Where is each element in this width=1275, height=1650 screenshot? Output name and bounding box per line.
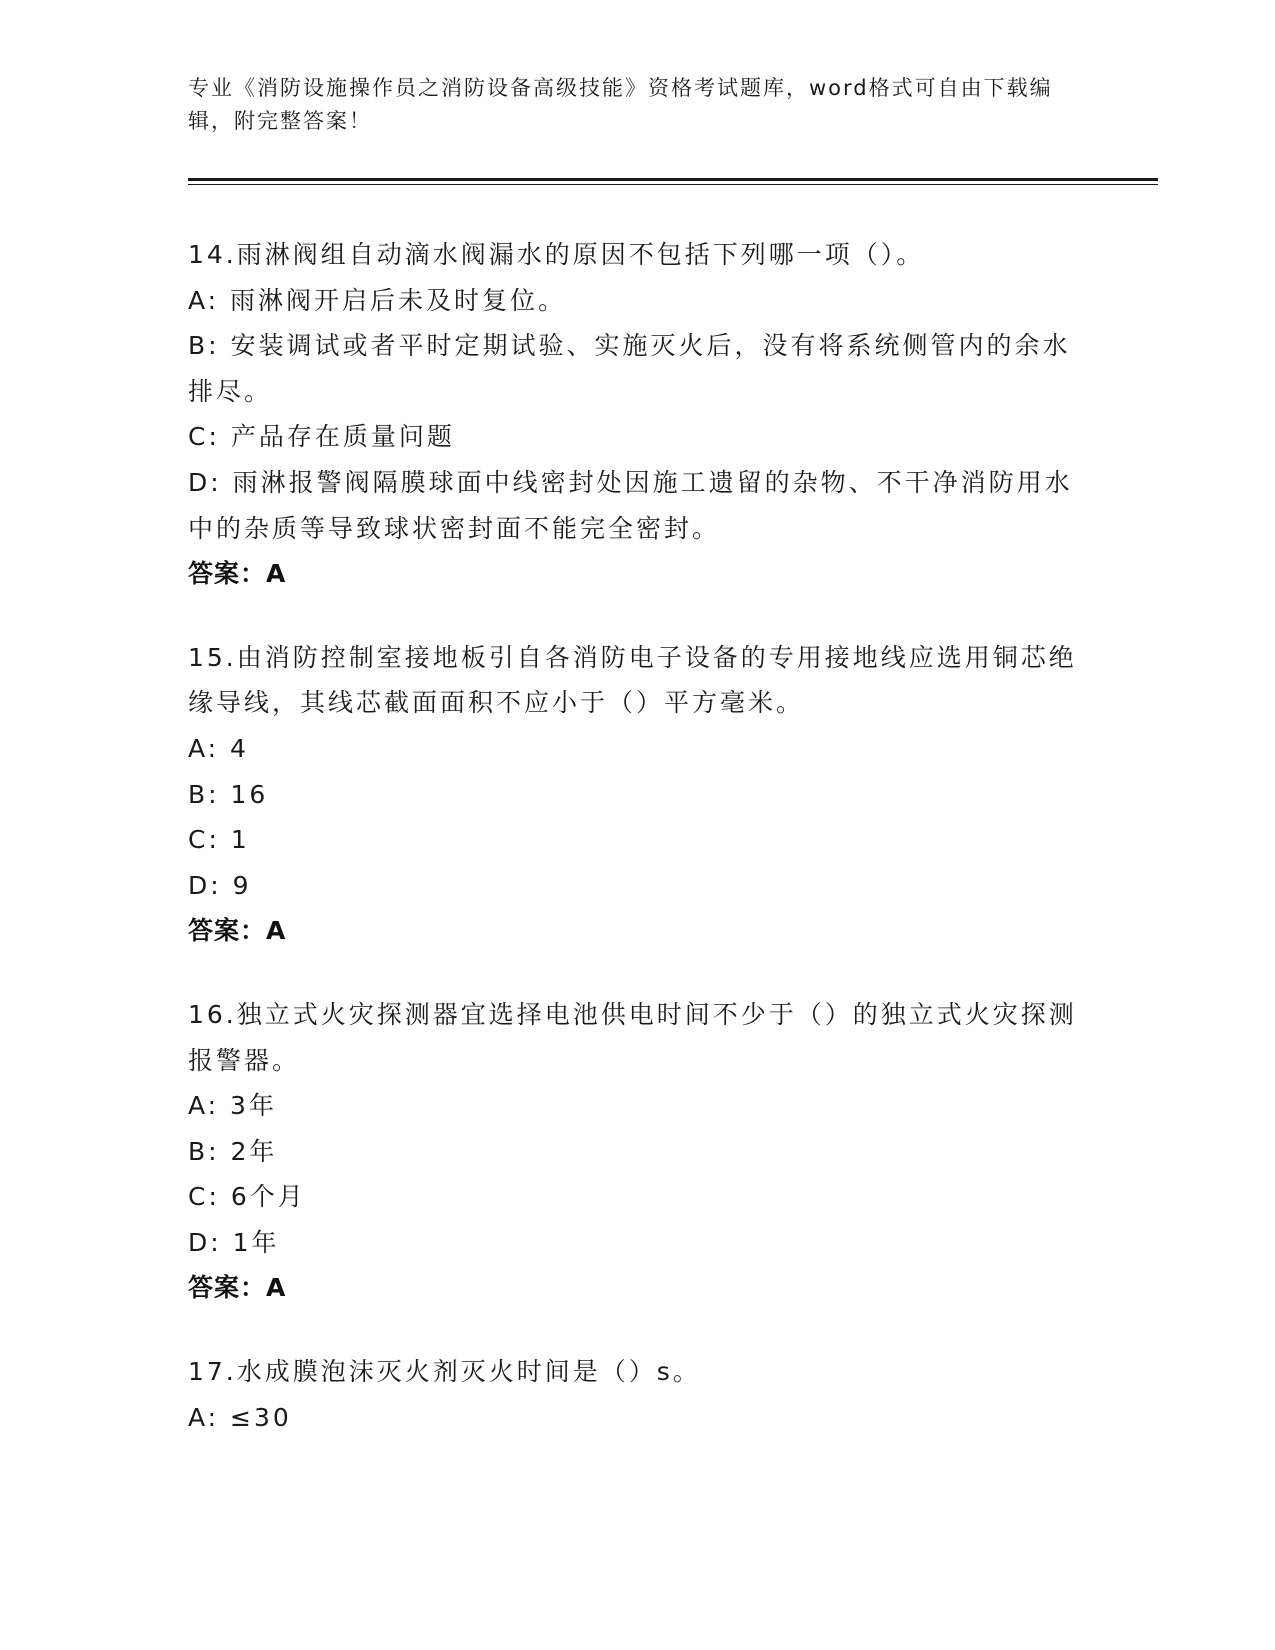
question-stem: 17.水成膜泡沫灭火剂灭火时间是（）s。 bbox=[188, 1357, 701, 1387]
option-b: B: 16 bbox=[188, 779, 269, 809]
question-16 bbox=[188, 992, 1088, 1311]
option-c: C: 1 bbox=[188, 825, 250, 855]
question-stem: 15.由消防控制室接地板引自各消防电子设备的专用接地线应选用铜芯绝缘导线，其线芯截面面积不应小于（）平方毫米。 bbox=[188, 642, 1077, 718]
option-c: C: 产品存在质量问题 bbox=[188, 422, 455, 452]
option-a: A: ≤30 bbox=[188, 1402, 292, 1432]
header-rule-thin bbox=[188, 184, 1158, 185]
answer-line: 答案：A bbox=[188, 1273, 287, 1303]
answer-line: 答案：A bbox=[188, 559, 287, 589]
option-a: A: 4 bbox=[188, 733, 249, 763]
option-d: D: 1年 bbox=[188, 1227, 280, 1257]
question-stem: 14.雨淋阀组自动滴水阀漏水的原因不包括下列哪一项（）。 bbox=[188, 240, 925, 269]
question-list bbox=[188, 232, 1088, 1440]
option-a: A: 3年 bbox=[188, 1091, 277, 1121]
option-d: D: 雨淋报警阀隔膜球面中线密封处因施工遗留的杂物、不干净消防用水中的杂质等导致球状密封面不能完全密封。 bbox=[188, 467, 1073, 543]
question-stem: 16.独立式火灾探测器宜选择电池供电时间不少于（）的独立式火灾探测报警器。 bbox=[188, 999, 1077, 1075]
header-text: 专业《消防设施操作员之消防设备高级技能》资格考试题库，word格式可自由下载编辑，附完整答案！ bbox=[188, 76, 1053, 133]
question-15 bbox=[188, 635, 1088, 954]
option-b: B: 2年 bbox=[188, 1136, 278, 1166]
option-d: D: 9 bbox=[188, 870, 252, 900]
option-b: B: 安装调试或者平时定期试验、实施灭火后，没有将系统侧管内的余水排尽。 bbox=[188, 331, 1071, 406]
header-rule-thick bbox=[188, 178, 1158, 181]
question-14 bbox=[188, 232, 1088, 597]
option-c: C: 6个月 bbox=[188, 1182, 306, 1212]
answer-line: 答案：A bbox=[188, 916, 287, 946]
option-a: A: 雨淋阀开启后未及时复位。 bbox=[188, 285, 567, 315]
question-17 bbox=[188, 1349, 1088, 1440]
document-header bbox=[188, 72, 1088, 138]
